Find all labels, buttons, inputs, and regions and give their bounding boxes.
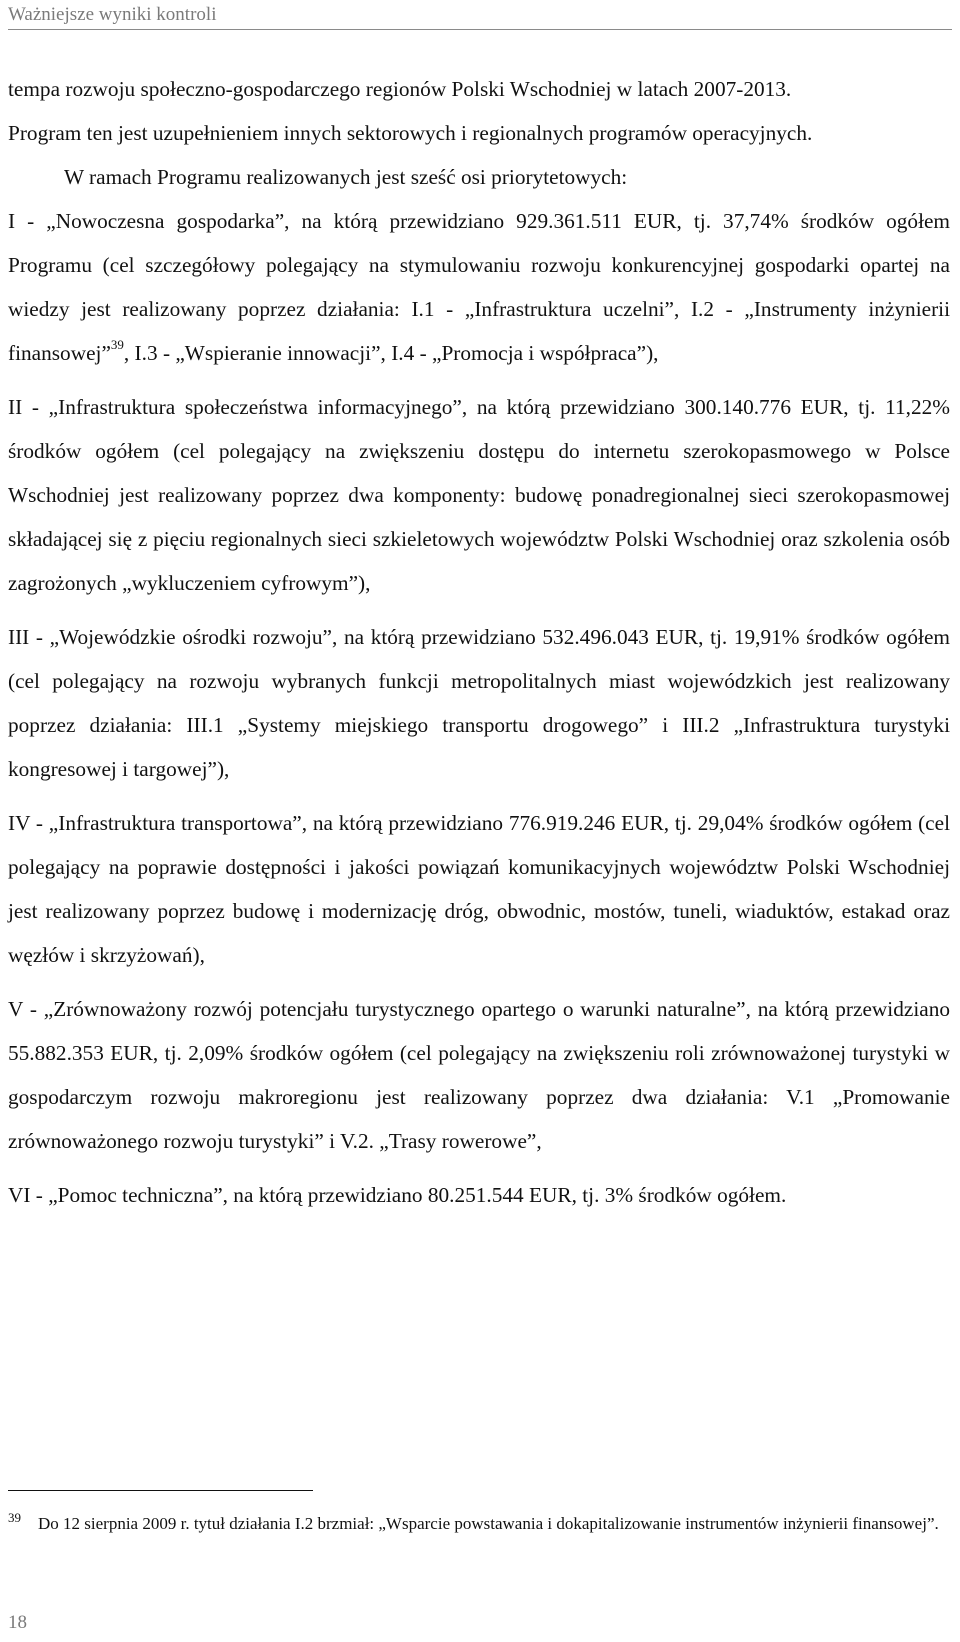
paragraph-intro xyxy=(8,67,950,155)
footnote-number: 39 xyxy=(8,1510,21,1525)
running-header-title: Ważniejsze wyniki kontroli xyxy=(8,4,217,25)
footnote-text: Do 12 sierpnia 2009 r. tytuł działania I.2 brzmiał: „Wsparcie powstawania i dokapitalizowanie instrumentów inżynierii finansowej”. xyxy=(38,1514,939,1533)
axis-1-text-cont: , I.3 - „Wspieranie innowacji”, I.4 - „Promocja i współpraca”), xyxy=(123,341,659,365)
page-number: 18 xyxy=(8,1612,27,1633)
paragraph-axis-3: III - „Wojewódzkie ośrodki rozwoju”, na którą przewidziano 532.496.043 EUR, tj. 19,91% środków ogółem (cel polegający na rozwoju wybranych funkcji metropolitalnych miast wojewódzkich jest realizowany poprzez działania: III.1 „Systemy miejskiego transportu drogowego” i III.2 „Infrastruktura turystyki kongresowej i targowej”), xyxy=(8,625,950,781)
footnote-ref[interactable]: 39 xyxy=(110,337,124,352)
running-header xyxy=(8,4,952,30)
paragraph-axis-5: V - „Zrównoważony rozwój potencjału turystycznego opartego o warunki naturalne”, na którą przewidziano 55.882.353 EUR, tj. 2,09% środków ogółem (cel polegający na zwiększeniu roli zrównoważonej turystyki w gospodarczym rozwoju makroregionu jest realizowany poprzez dwa działania: V.1 „Promowanie zrównoważonego rozwoju turystyki” i V.2. „Trasy rowerowe”, xyxy=(8,997,950,1153)
paragraph-axes-intro: W ramach Programu realizowanych jest sześć osi priorytetowych: xyxy=(64,165,628,189)
paragraph-axis-1 xyxy=(8,199,950,375)
axis-1-text: I - „Nowoczesna gospodarka”, na którą przewidziano 929.361.511 EUR, tj. 37,74% środków ogółem Programu (cel szczegółowy polegający na stymulowaniu rozwoju konkurencyjnej gospodarki opartej na wiedzy jest realizowany poprzez działania: I.1 - „Infrastruktura uczelni”, I.2 - „Instrumenty inżynierii finansowej” xyxy=(8,209,950,365)
footnote-separator xyxy=(8,1490,313,1491)
paragraph-axis-2: II - „Infrastruktura społeczeństwa informacyjnego”, na którą przewidziano 300.140.776 EUR, tj. 11,22% środków ogółem (cel polegający na zwiększeniu dostępu do internetu szerokopasmowego w Polsce Wschodniej jest realizowany poprzez dwa komponenty: budowę ponadregionalnej sieci szerokopasmowej składającej się z pięciu regionalnych sieci szkieletowych województw Polski Wschodniej oraz szkolenia osób zagrożonych „wykluczeniem cyfrowym”), xyxy=(8,395,950,595)
paragraph-axis-4: IV - „Infrastruktura transportowa”, na którą przewidziano 776.919.246 EUR, tj. 29,04% środków ogółem (cel polegający na poprawie dostępności i jakości powiązań komunikacyjnych województw Polski Wschodniej jest realizowany poprzez budowę i modernizację dróg, obwodnic, mostów, tuneli, wiaduktów, estakad oraz węzłów i skrzyżowań), xyxy=(8,811,950,967)
paragraph-axis-6: VI - „Pomoc techniczna”, na którą przewidziano 80.251.544 EUR, tj. 3% środków ogółem. xyxy=(8,1183,787,1207)
document-body xyxy=(8,67,950,1217)
footnote xyxy=(8,1512,950,1536)
intro-line-2: Program ten jest uzupełnieniem innych sektorowych i regionalnych programów operacyjnych. xyxy=(8,121,813,145)
intro-line-1: tempa rozwoju społeczno-gospodarczego regionów Polski Wschodniej w latach 2007-2013. xyxy=(8,77,792,101)
